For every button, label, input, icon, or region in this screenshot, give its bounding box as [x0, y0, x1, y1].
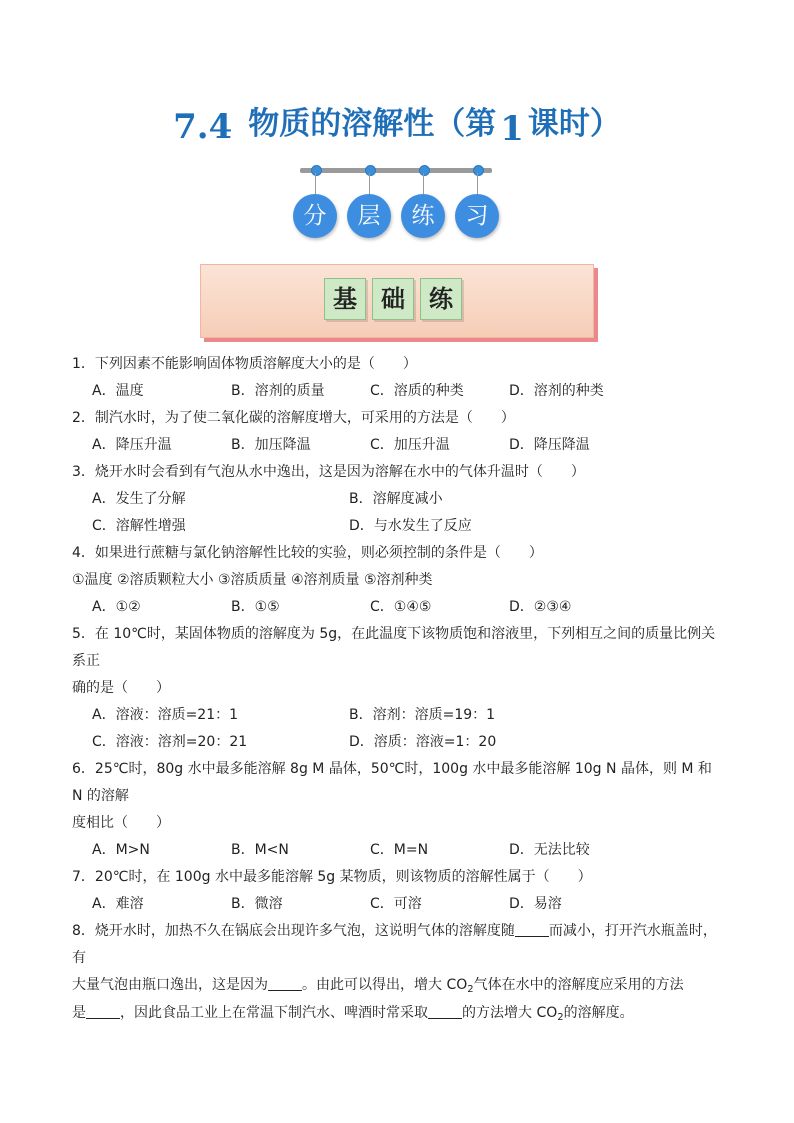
circle-label-fen: 分: [293, 194, 337, 238]
rail-string: [423, 173, 424, 195]
section-number: 7.4: [173, 107, 233, 147]
circle-label-xi: 习: [455, 194, 499, 238]
question-list: [72, 351, 724, 1028]
option-b: B．溶剂的质量: [231, 383, 325, 399]
circle-label-lian: 练: [401, 194, 445, 238]
q8-text: 的方法增大 CO: [462, 1005, 558, 1021]
question-3-options-row2: [72, 513, 724, 540]
question-3-stem: 3．烧开水时会看到有气泡从水中逸出，这是因为溶解在水中的气体升温时（ ）: [72, 464, 585, 480]
option-c: C．M=N: [370, 842, 429, 858]
option-c: C．可溶: [370, 896, 422, 912]
option-a: A．温度: [92, 383, 144, 399]
rail-string: [477, 173, 478, 195]
option-d: D．易溶: [509, 896, 562, 912]
question-8-line1: [72, 918, 724, 972]
option-b: B．M<N: [231, 842, 289, 858]
option-c: C．溶液：溶剂=20：21: [92, 734, 248, 750]
question-1-stem: 1．下列因素不能影响固体物质溶解度大小的是（ ）: [72, 356, 417, 372]
question-4-options: [72, 594, 724, 621]
q8-text: 气体在水中的溶解度应采用的方法: [473, 977, 684, 993]
option-d: D．溶剂的种类: [509, 383, 604, 399]
option-d: D．②③④: [509, 599, 572, 615]
option-c: C．溶解性增强: [92, 518, 186, 534]
rail-bead: [311, 165, 322, 176]
question-6-stem-line1: 6．25℃时，80g 水中最多能溶解 8g M 晶体，50℃时，100g 水中最多能溶解 10g N 晶体，则 M 和 N 的溶解: [72, 761, 712, 804]
question-4-conditions: ①温度 ②溶质颗粒大小 ③溶质质量 ④溶剂质量 ⑤溶剂种类: [72, 572, 433, 588]
option-b: B．加压降温: [231, 437, 311, 453]
q8-text: ，因此食品工业上在常温下制汽水、啤酒时常采取: [120, 1005, 428, 1021]
rail-bead: [419, 165, 430, 176]
banner-char-lian: 练: [420, 278, 462, 320]
question-5-options-row2: [72, 729, 724, 756]
question-1-options: [72, 378, 724, 405]
option-a: A．①②: [92, 599, 141, 615]
rail-bead: [473, 165, 484, 176]
rail-bead: [365, 165, 376, 176]
question-3-options-row1: [72, 486, 724, 513]
subscript: 2: [467, 984, 474, 995]
banner-char-ji: 基: [324, 278, 366, 320]
option-c: C．加压升温: [370, 437, 450, 453]
question-7-options: [72, 891, 724, 918]
option-b: B．微溶: [231, 896, 283, 912]
question-2-stem: 2．制汽水时，为了使二氧化碳的溶解度增大，可采用的方法是（ ）: [72, 410, 515, 426]
circle-label-ceng: 层: [347, 194, 391, 238]
option-b: B．①⑤: [231, 599, 280, 615]
question-5-stem-line2: 确的是（ ）: [72, 680, 170, 696]
option-c: C．溶质的种类: [370, 383, 464, 399]
q8-text: 8．烧开水时，加热不久在锅底会出现许多气泡，这说明气体的溶解度随: [72, 923, 515, 939]
question-6-stem-line2: 度相比（ ）: [72, 815, 170, 831]
lesson-number: 1: [500, 109, 524, 149]
q8-text: 的溶解度。: [563, 1005, 634, 1021]
option-d: D．无法比较: [509, 842, 590, 858]
title-text-before: 物质的溶解性（第: [248, 106, 497, 142]
q8-text: 而减小，打开汽水瓶盖时，有: [72, 923, 717, 966]
banner-char-chu: 础: [372, 278, 414, 320]
page-title: [0, 98, 794, 149]
option-a: A．发生了分解: [92, 491, 186, 507]
question-5-stem-line1: 5．在 10℃时，某固体物质的溶解度为 5g，在此温度下该物质饱和溶液里，下列相互之间的质量比例关系正: [72, 626, 716, 669]
title-text-after: 课时）: [527, 106, 621, 142]
subscript: 2: [557, 1012, 564, 1023]
option-d: D．与水发生了反应: [349, 518, 472, 534]
answer-blank[interactable]: [428, 1004, 462, 1019]
q8-text: 。由此可以得出，增大 CO: [302, 977, 468, 993]
hanging-rail: [300, 168, 492, 173]
option-a: A．M>N: [92, 842, 150, 858]
option-b: B．溶剂：溶质=19：1: [349, 707, 496, 723]
question-7-stem: 7．20℃时，在 100g 水中最多能溶解 5g 某物质，则该物质的溶解性属于（ ）: [72, 869, 592, 885]
option-b: B．溶解度减小: [349, 491, 443, 507]
option-c: C．①④⑤: [370, 599, 432, 615]
option-d: D．溶质：溶液=1：20: [349, 734, 497, 750]
q8-text: 是: [72, 1005, 86, 1021]
question-6-options: [72, 837, 724, 864]
q8-text: 大量气泡由瓶口逸出，这是因为: [72, 977, 268, 993]
question-8-line3: [72, 1000, 724, 1028]
rail-string: [315, 173, 316, 195]
answer-blank[interactable]: [268, 976, 302, 991]
question-4-stem: 4．如果进行蔗糖与氯化钠溶解性比较的实验，则必须控制的条件是（ ）: [72, 545, 543, 561]
question-5-options-row1: [72, 702, 724, 729]
option-a: A．难溶: [92, 896, 144, 912]
answer-blank[interactable]: [515, 922, 549, 937]
option-d: D．降压降温: [509, 437, 590, 453]
option-a: A．溶液：溶质=21：1: [92, 707, 239, 723]
question-8-line2: [72, 972, 724, 1000]
option-a: A．降压升温: [92, 437, 172, 453]
answer-blank[interactable]: [86, 1004, 120, 1019]
question-2-options: [72, 432, 724, 459]
rail-string: [369, 173, 370, 195]
